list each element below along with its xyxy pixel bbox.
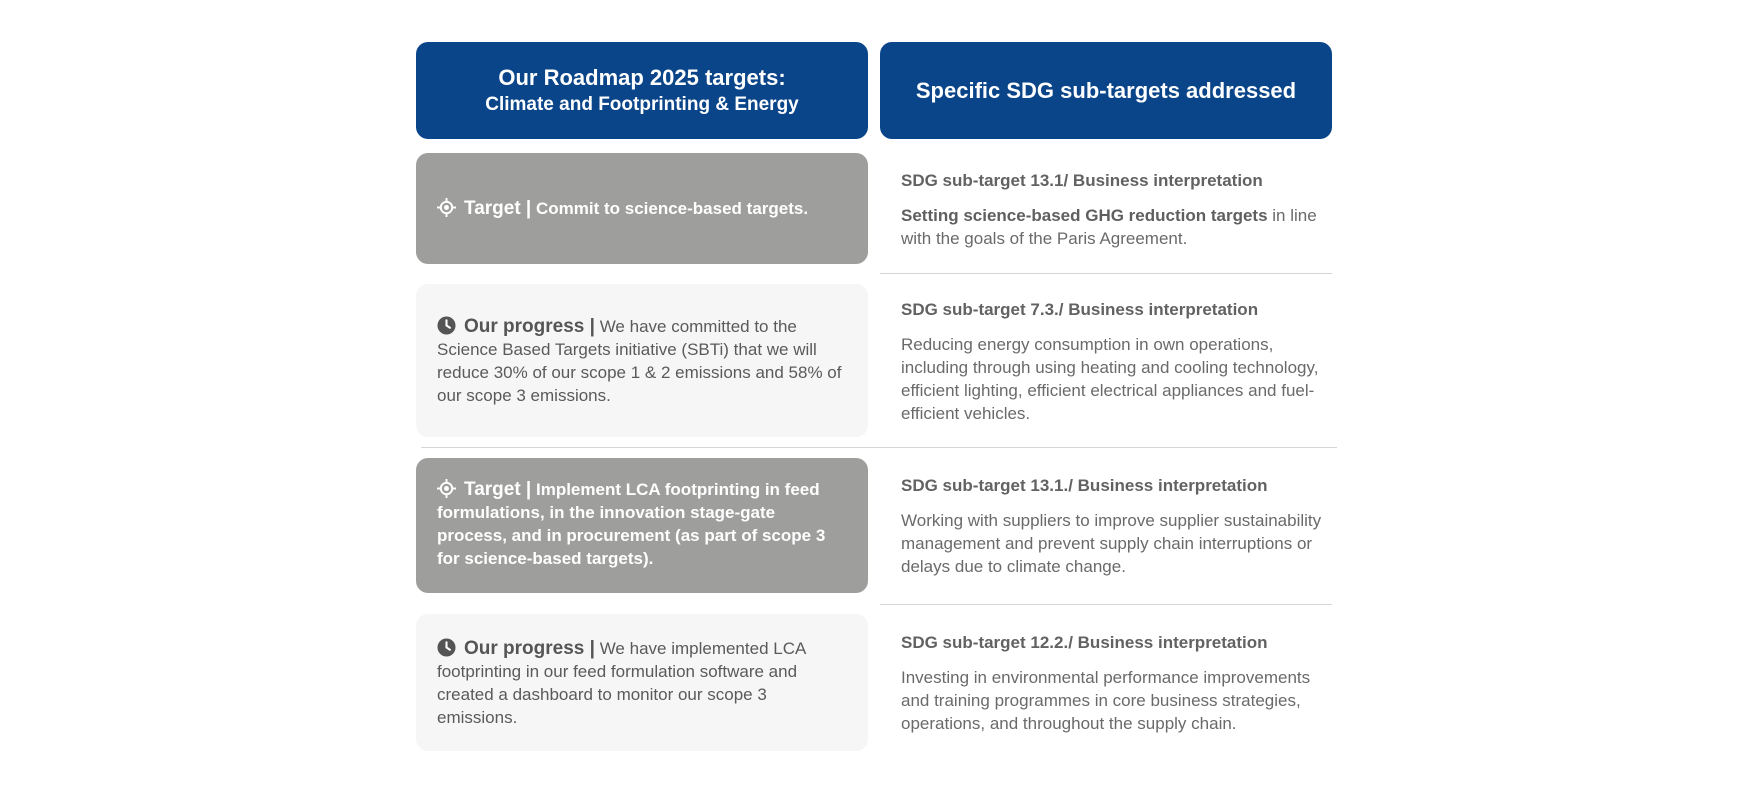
divider — [880, 604, 1332, 605]
clock-icon — [437, 638, 456, 657]
sdg-block-1 — [901, 170, 1331, 250]
target-icon — [437, 479, 456, 498]
sdg-heading: SDG sub-target 12.2./ Business interpretation — [901, 633, 1268, 652]
progress-lead: Our progress | — [464, 637, 595, 659]
left-header-title: Our Roadmap 2025 targets: — [498, 64, 786, 90]
sdg-body: Investing in environmental performance improvements and training programmes in core business strategies, operations, and throughout the supply chain. — [901, 668, 1311, 733]
divider — [880, 273, 1332, 274]
target-text: Commit to science-based targets. — [531, 199, 809, 218]
target-card-2 — [416, 458, 868, 593]
sdg-bold-text: Setting science-based GHG reduction targets — [901, 206, 1268, 225]
target-text: Implement LCA footprinting in feed formulations, in the innovation stage-gate process, and in procurement (as part of scope 3 for science-based targets). — [437, 480, 826, 568]
progress-text: We have committed to the Science Based Targets initiative (SBTi) that we will reduce 30% of our scope 1 & 2 emissions and 58% of our scope 3 emissions. — [437, 316, 842, 405]
sdg-block-3 — [901, 475, 1331, 578]
sdg-body: Reducing energy consumption in own operations, including through using heating and cooling technology, efficient lighting, efficient electrical appliances and fuel-efficient vehicles. — [901, 335, 1319, 423]
clock-icon — [437, 316, 456, 335]
progress-lead: Our progress | — [464, 315, 595, 337]
progress-card-1 — [416, 284, 868, 437]
progress-card-2 — [416, 614, 868, 751]
sdg-heading: SDG sub-target 7.3./ Business interpretation — [901, 300, 1259, 319]
right-header — [880, 42, 1332, 139]
left-header-subtitle: Climate and Footprinting & Energy — [485, 93, 799, 115]
sdg-heading: SDG sub-target 13.1./ Business interpretation — [901, 476, 1268, 495]
sdg-body: Working with suppliers to improve supplier sustainability management and prevent supply chain interruptions or delays due to climate change. — [901, 511, 1322, 576]
sdg-block-2 — [901, 299, 1321, 425]
target-lead: Target | — [464, 479, 532, 500]
right-header-title: Specific SDG sub-targets addressed — [915, 77, 1297, 103]
progress-text: We have implemented LCA footprinting in our feed formulation software and created a dashboard to monitor our scope 3 emissions. — [437, 638, 806, 727]
target-icon — [437, 198, 456, 217]
target-lead: Target | — [464, 198, 532, 219]
left-header — [416, 42, 868, 139]
sdg-block-4 — [901, 632, 1333, 735]
divider — [421, 447, 1337, 448]
sdg-body: in line with the goals of the Paris Agreement. — [901, 206, 1317, 248]
sdg-heading: SDG sub-target 13.1/ Business interpretation — [901, 171, 1263, 190]
target-card-1 — [416, 153, 868, 264]
